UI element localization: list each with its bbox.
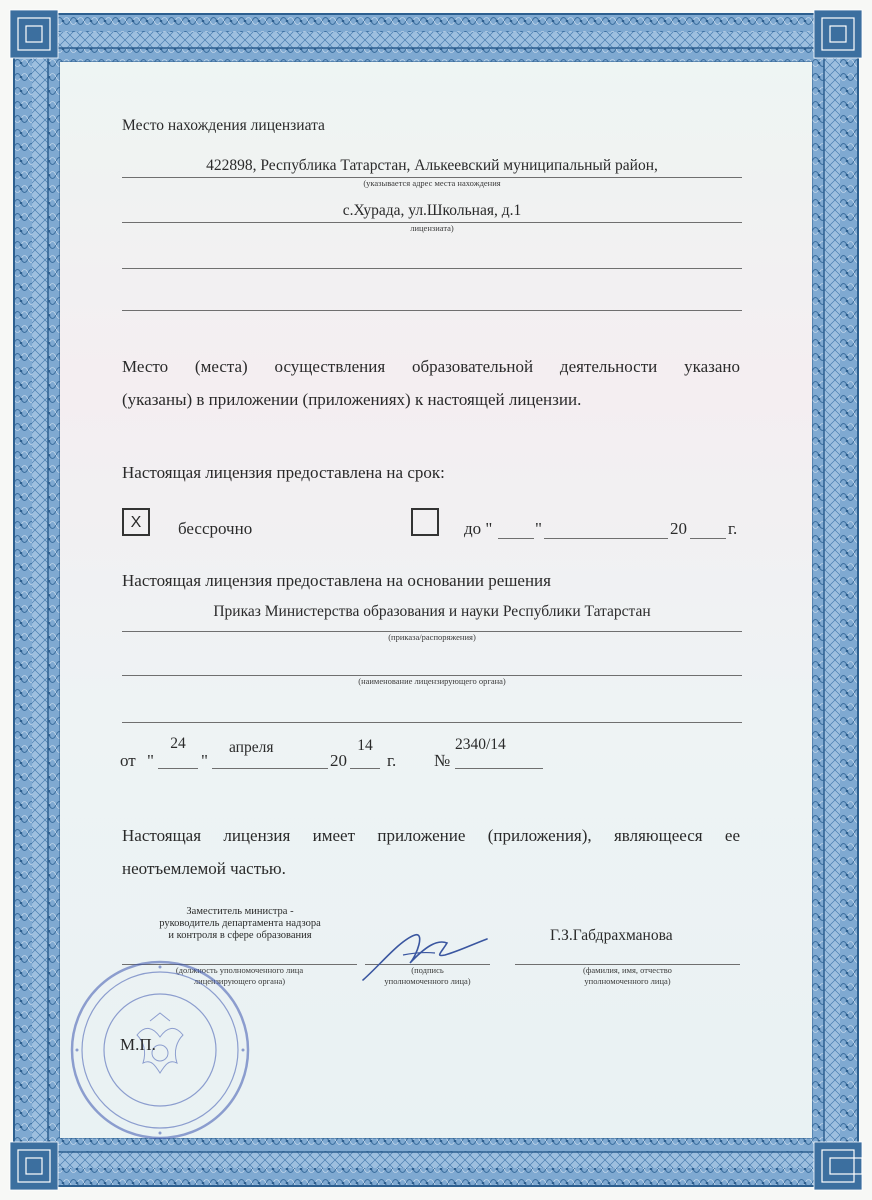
appendix-line-1: Настоящая лицензия имеет приложение (приложения), являющееся ее bbox=[122, 826, 740, 845]
date-year: 14 bbox=[357, 737, 373, 754]
basis-decision: Приказ Министерства образования и науки Республики Татарстан bbox=[213, 603, 651, 620]
location-hint-1: (указывается адрес места нахождения bbox=[363, 178, 501, 188]
divider bbox=[122, 310, 742, 311]
appendix-line-2: неотъемлемой частью. bbox=[122, 859, 286, 878]
basis-heading: Настоящая лицензия предоставлена на основании решения bbox=[122, 571, 551, 590]
stamp-place-label: М.П. bbox=[120, 1035, 156, 1054]
divider bbox=[122, 722, 742, 723]
until-year-suffix: г. bbox=[728, 519, 738, 538]
date-number-label: № bbox=[434, 751, 451, 770]
date-quote-close: " bbox=[201, 751, 208, 770]
hint-position-1: (должность уполномоченного лица bbox=[175, 965, 304, 975]
basis-hint-1: (приказа/распоряжения) bbox=[388, 632, 476, 642]
basis-hint-2: (наименование лицензирующего органа) bbox=[358, 676, 506, 686]
location-line-1: 422898, Республика Татарстан, Алькеевский муниципальный район, bbox=[206, 157, 658, 174]
until-quote: " bbox=[535, 519, 542, 538]
handwritten-signature bbox=[355, 925, 495, 985]
until-year-line bbox=[690, 538, 726, 539]
date-number-line bbox=[455, 768, 543, 769]
indefinite-checkbox: Х bbox=[122, 508, 150, 536]
hint-position-2: лицензирующего органа) bbox=[193, 976, 286, 986]
location-line-2: с.Хурада, ул.Школьная, д.1 bbox=[342, 202, 522, 219]
divider bbox=[122, 268, 742, 269]
location-hint-2: лицензиата) bbox=[410, 223, 454, 233]
term-heading: Настоящая лицензия предоставлена на срок: bbox=[122, 463, 445, 482]
until-year-prefix: 20 bbox=[670, 519, 687, 538]
date-number: 2340/14 bbox=[455, 736, 506, 753]
date-year-suffix: г. bbox=[387, 751, 397, 770]
date-day: 24 bbox=[170, 735, 186, 752]
hint-name-2: уполномоченного лица) bbox=[584, 976, 671, 986]
position-line-3: и контроля в сфере образования bbox=[168, 930, 312, 941]
date-from-label: от bbox=[120, 751, 136, 770]
activity-place-line-2: (указаны) в приложении (приложениях) к настоящей лицензии. bbox=[122, 390, 582, 409]
activity-place-line-1: Место (места) осуществления образовательной деятельности указано bbox=[122, 357, 740, 376]
hint-sign-1: (подпись bbox=[411, 965, 444, 975]
until-prefix: до " bbox=[464, 519, 493, 538]
until-day-line bbox=[498, 538, 534, 539]
date-month: апреля bbox=[229, 739, 274, 756]
date-year-prefix: 20 bbox=[330, 751, 347, 770]
date-quote-open: " bbox=[147, 751, 154, 770]
until-month-line bbox=[544, 538, 668, 539]
until-checkbox bbox=[411, 508, 439, 536]
indefinite-label: бессрочно bbox=[178, 519, 253, 538]
hint-sign-2: уполномоченного лица) bbox=[384, 976, 471, 986]
position-line-1: Заместитель министра - bbox=[186, 906, 294, 917]
signatory-name: Г.З.Габдрахманова bbox=[550, 927, 673, 944]
location-heading: Место нахождения лицензиата bbox=[122, 117, 325, 134]
date-month-line bbox=[212, 768, 328, 769]
date-year-line bbox=[350, 768, 380, 769]
official-seal-stamp bbox=[65, 955, 255, 1145]
hint-name-1: (фамилия, имя, отчество bbox=[583, 965, 672, 975]
date-day-line bbox=[158, 768, 198, 769]
position-line-2: руководитель департамента надзора bbox=[159, 918, 321, 929]
